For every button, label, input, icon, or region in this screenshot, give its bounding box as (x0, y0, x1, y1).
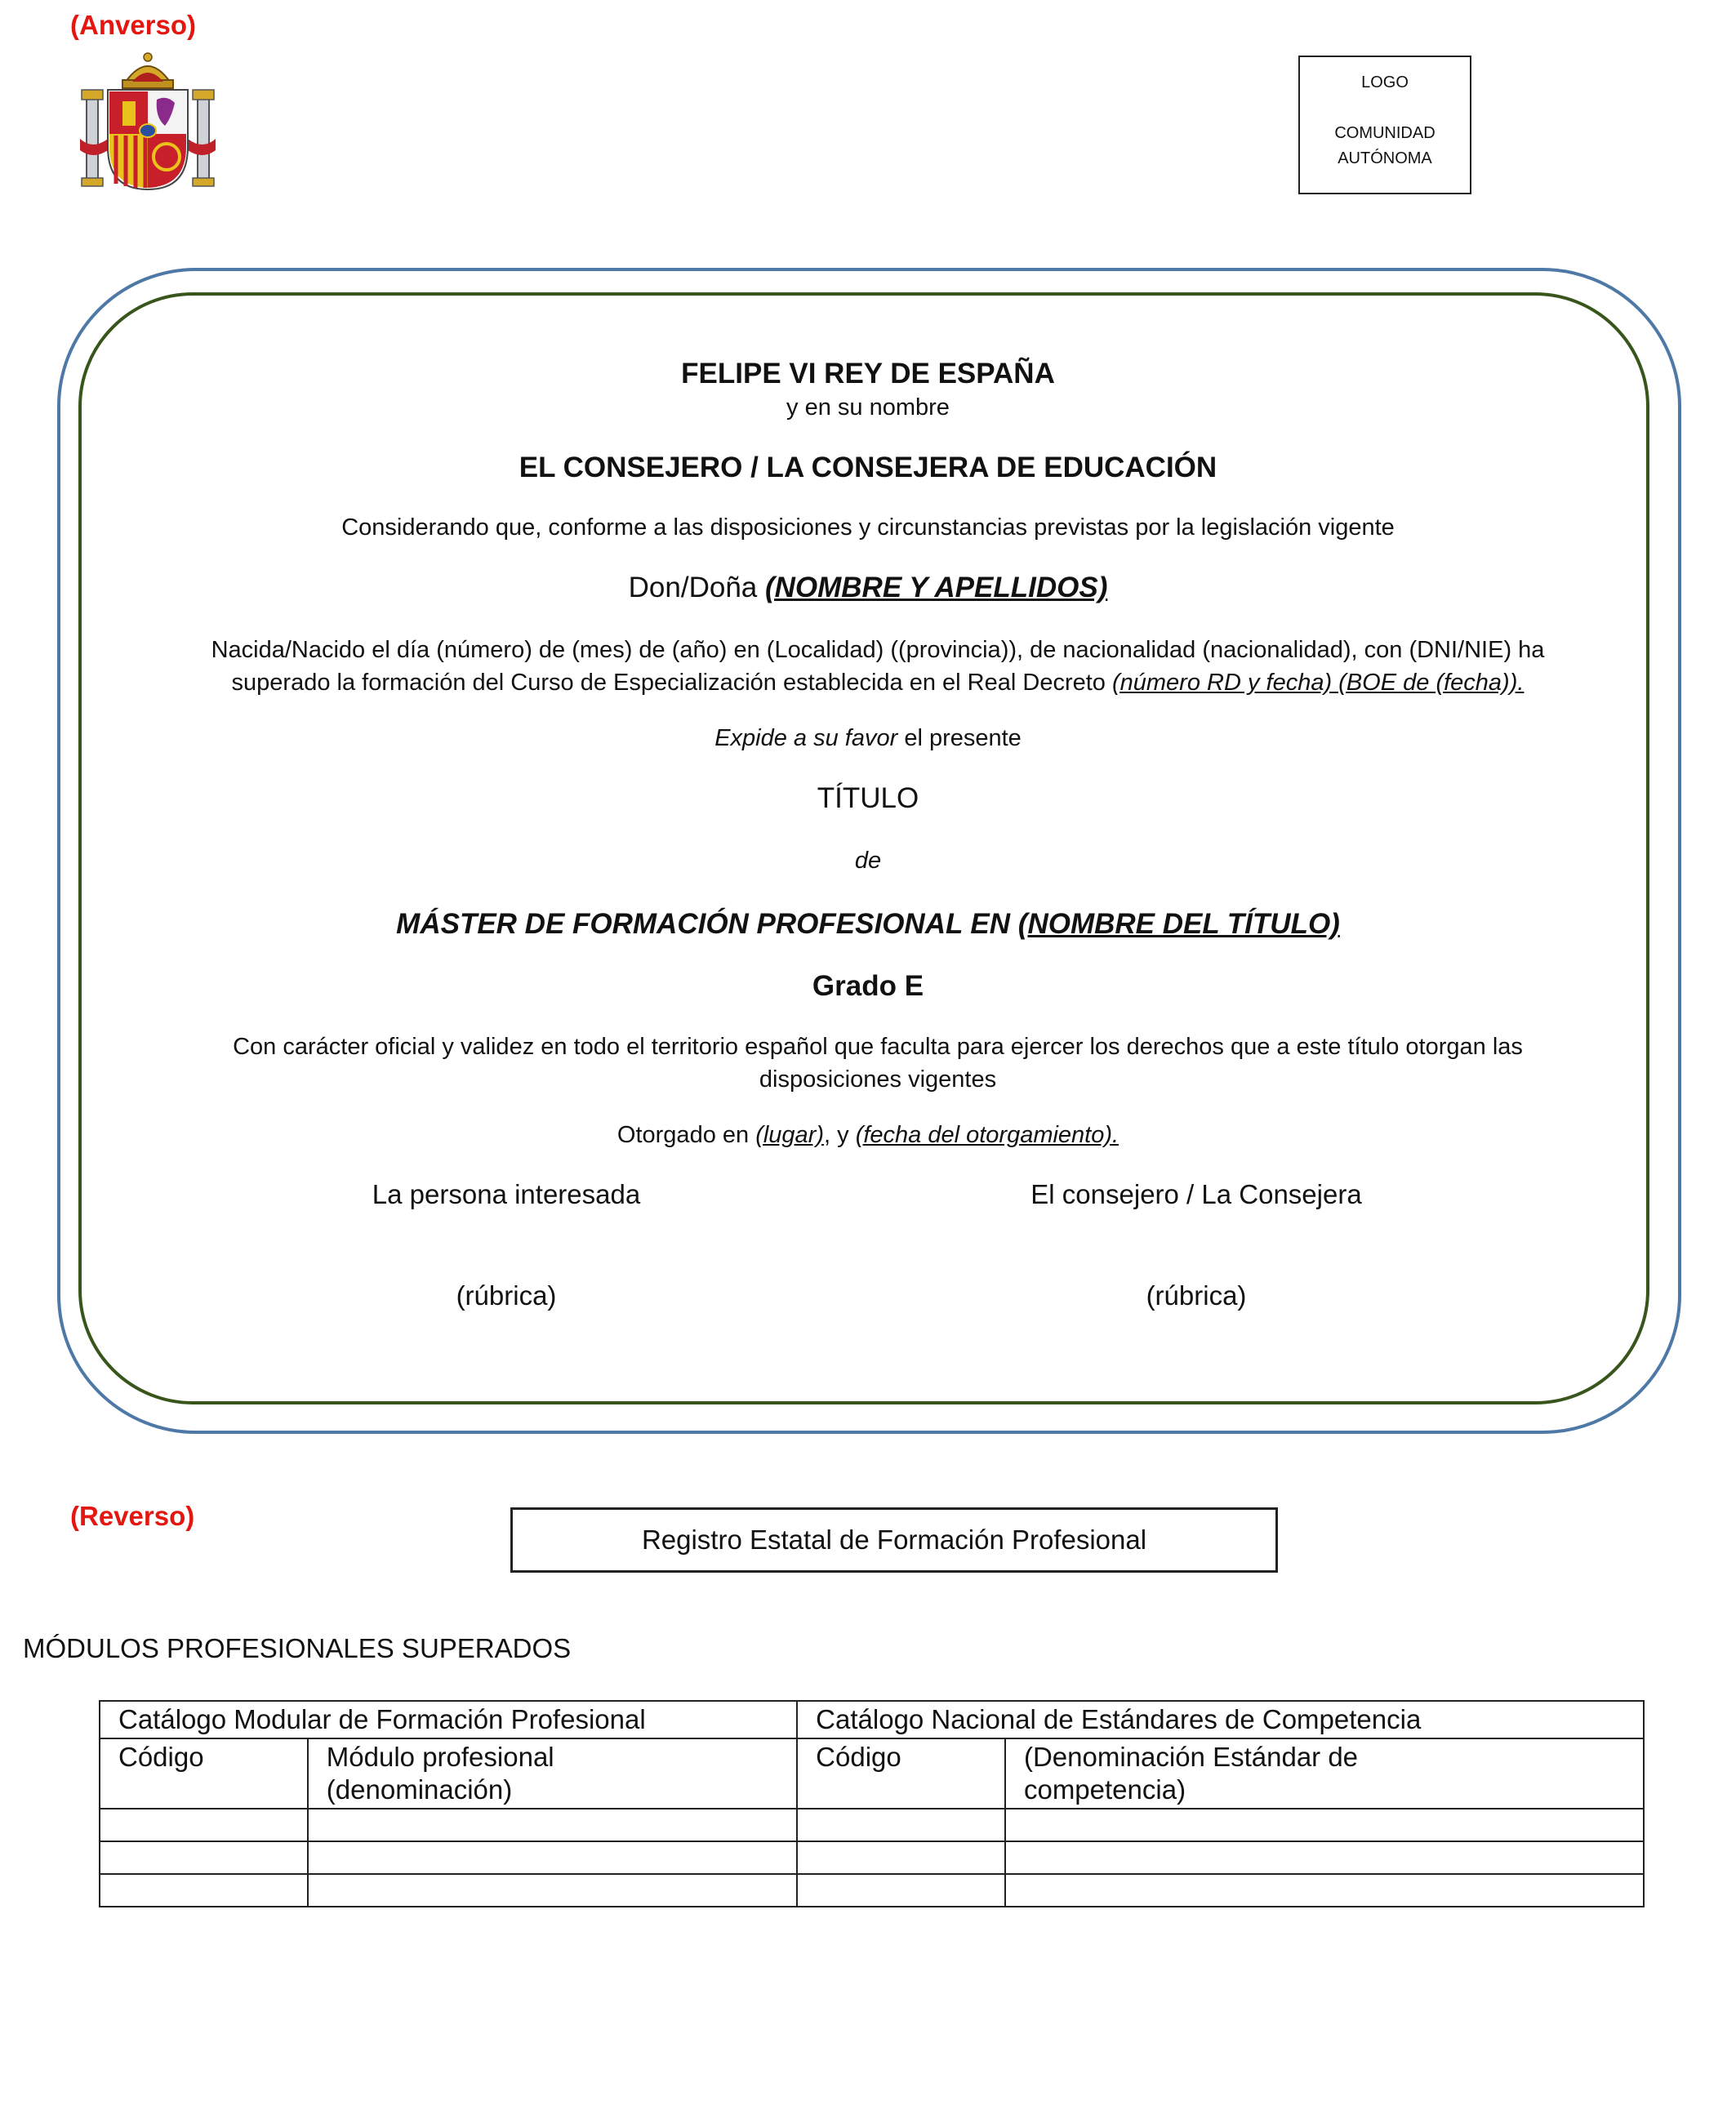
birth-paragraph (143, 634, 1613, 699)
holder-line (0, 572, 1736, 604)
signature-left: (rúbrica) (456, 1280, 557, 1311)
expide-line (0, 725, 1736, 752)
granted-prefix: Otorgado en (617, 1122, 756, 1148)
considering-line: Considerando que, conforme a las disposiciones y circunstancias previstas por la legislación vigente (341, 514, 1395, 541)
logo-box-line: COMUNIDAD (1334, 124, 1436, 142)
back-side-label: (Reverso) (70, 1501, 195, 1531)
table-cell (308, 1841, 797, 1874)
spain-coat-of-arms-icon (75, 49, 220, 194)
table-header-group-row (100, 1701, 1644, 1738)
signature-right: (rúbrica) (1146, 1280, 1247, 1311)
table-cell (100, 1874, 308, 1907)
group-header-standards: Catálogo Nacional de Estándares de Competencia (797, 1701, 1644, 1738)
granted-place: (lugar) (755, 1122, 825, 1148)
titulo-heading: TÍTULO (817, 782, 919, 814)
col-header-code-right: Código (797, 1738, 1005, 1809)
col-header-module (308, 1738, 797, 1809)
granted-line (0, 1122, 1736, 1149)
birth-line: Nacida/Nacido el día (número) de (mes) de (año) en (Localidad) ((provincia)), de nacionalidad (nacionalidad), con (DNI/NIE) ha (211, 637, 1545, 663)
decree-reference: (número RD y fecha) (BOE de (fecha)). (1111, 670, 1525, 696)
table-cell (797, 1809, 1005, 1841)
master-prefix: MÁSTER DE FORMACIÓN PROFESIONAL EN ( (396, 908, 1028, 940)
expide-italic: Expide a su favor (714, 725, 898, 751)
expide-rest: el presente (897, 725, 1022, 751)
holder-prefix: Don/Doña (628, 572, 765, 603)
logo-box-line: LOGO (1361, 73, 1409, 91)
table-cell (100, 1809, 308, 1841)
table-cell (308, 1809, 797, 1841)
signer-right: El consejero / La Consejera (1030, 1179, 1362, 1209)
table-cell (797, 1841, 1005, 1874)
official-line: Con carácter oficial y validez en todo el territorio español que faculta para ejercer los derechos que a este título otorgan las (233, 1034, 1523, 1060)
granted-mid: , y (824, 1122, 856, 1148)
registry-box: Registro Estatal de Formación Profesional (510, 1507, 1278, 1573)
modules-title: MÓDULOS PROFESIONALES SUPERADOS (23, 1633, 572, 1663)
granted-date: (fecha del otorgamiento). (855, 1122, 1119, 1148)
table-row (100, 1841, 1644, 1874)
official-paragraph (143, 1030, 1613, 1096)
col-header-line: (denominación) (326, 1774, 513, 1805)
table-row (100, 1809, 1644, 1841)
king-heading: FELIPE VI REY DE ESPAÑA (681, 358, 1055, 389)
authority-heading: EL CONSEJERO / LA CONSEJERA DE EDUCACIÓN (519, 452, 1217, 483)
table-cell (308, 1874, 797, 1907)
logo-box-line: AUTÓNOMA (1338, 149, 1432, 167)
in-name-line: y en su nombre (786, 394, 950, 421)
table-cell (797, 1874, 1005, 1907)
official-line: disposiciones vigentes (759, 1066, 997, 1093)
regional-logo-placeholder (1298, 56, 1471, 194)
col-header-line: Módulo profesional (326, 1742, 554, 1772)
group-header-modular: Catálogo Modular de Formación Profesional (100, 1701, 797, 1738)
col-header-code-left: Código (100, 1738, 308, 1809)
col-header-line: (Denominación Estándar de (1023, 1742, 1359, 1772)
table-cell (1005, 1841, 1644, 1874)
table-cell (1005, 1874, 1644, 1907)
master-heading (0, 908, 1736, 941)
de-word: de (854, 848, 882, 874)
col-header-line: competencia) (1023, 1774, 1186, 1805)
signer-left: La persona interesada (372, 1179, 641, 1209)
table-header-row (100, 1738, 1644, 1809)
modules-table (99, 1700, 1645, 1907)
birth-line (143, 666, 1613, 699)
table-cell (1005, 1809, 1644, 1841)
master-title-placeholder: NOMBRE DEL TÍTULO) (1027, 908, 1340, 940)
table-cell (100, 1841, 308, 1874)
birth-line-prefix: superado la formación del Curso de Especialización establecida en el Real Decreto (231, 670, 1112, 696)
grade-heading: Grado E (812, 970, 924, 1002)
table-row (100, 1874, 1644, 1907)
col-header-standard (1005, 1738, 1644, 1809)
front-side-label: (Anverso) (70, 10, 197, 40)
holder-name-placeholder: (NOMBRE Y APELLIDOS) (764, 572, 1108, 603)
